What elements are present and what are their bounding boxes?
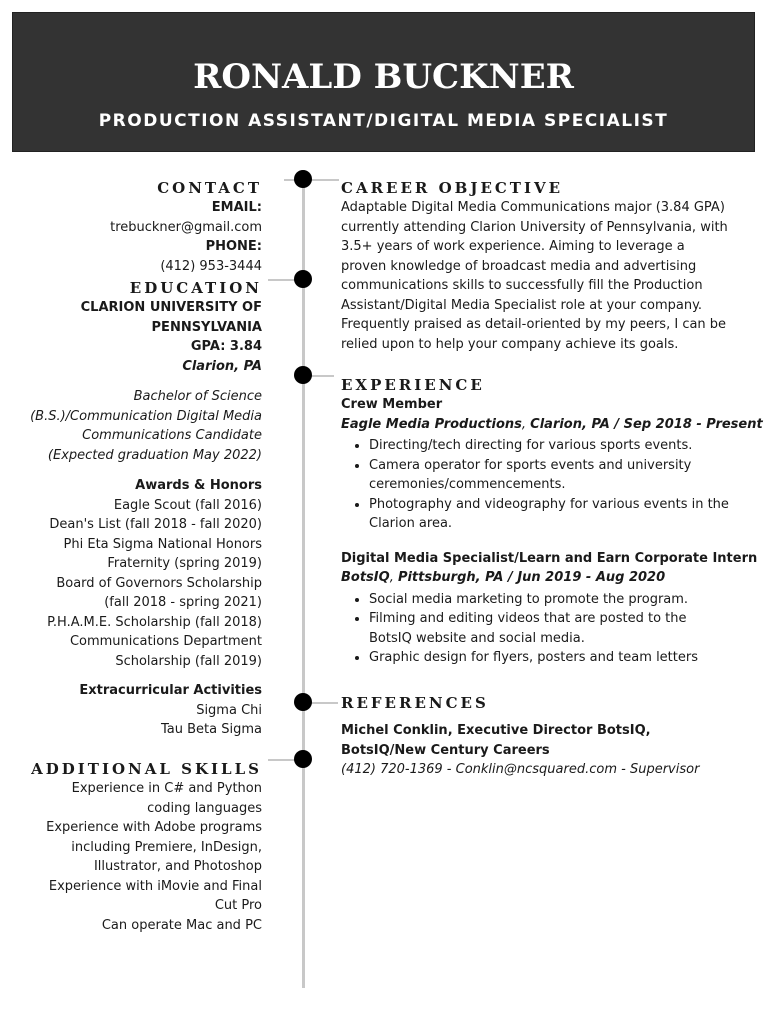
contact-heading: CONTACT bbox=[157, 179, 262, 197]
award-line: Dean's List (fall 2018 - fall 2020) bbox=[49, 517, 262, 532]
email-label: EMAIL: bbox=[211, 200, 262, 215]
school-name: CLARION UNIVERSITY OF bbox=[80, 300, 262, 315]
skill-line: Experience with iMovie and Final bbox=[48, 878, 262, 894]
gpa: GPA: 3.84 bbox=[190, 339, 262, 354]
skill-line: coding languages bbox=[147, 800, 262, 816]
job-bullet: • Graphic design for flyers, posters and team letters bbox=[369, 648, 733, 668]
awards-heading: Awards & Honors bbox=[135, 478, 262, 493]
job-title: Crew Member bbox=[341, 397, 443, 412]
job-title: Digital Media Specialist/Learn and Earn Corporate Intern bbox=[341, 550, 758, 566]
school-location: Clarion, PA bbox=[182, 358, 262, 374]
skills-heading: ADDITIONAL SKILLS bbox=[31, 760, 262, 778]
candidate-title: PRODUCTION ASSISTANT/DIGITAL MEDIA SPECIALIST bbox=[98, 111, 669, 131]
job-entry bbox=[341, 395, 763, 534]
job-dates: Sep 2018 - Present bbox=[623, 416, 763, 432]
experience-heading: EXPERIENCE bbox=[341, 376, 485, 394]
phone-label: PHONE: bbox=[205, 239, 262, 254]
skill-line: Experience with Adobe programs bbox=[46, 820, 262, 835]
timeline-line bbox=[302, 170, 305, 988]
reference-contact: (412) 720-1369 - Conklin@ncsquared.com - Supervisor bbox=[341, 762, 700, 777]
award-line: Fraternity (spring 2019) bbox=[107, 556, 262, 571]
phone-value[interactable]: (412) 953-3444 bbox=[160, 258, 262, 274]
award-line: (fall 2018 - spring 2021) bbox=[104, 595, 262, 610]
objective-section bbox=[341, 178, 733, 354]
references-section bbox=[341, 693, 733, 780]
references-heading: REFERENCES bbox=[341, 694, 489, 712]
job-location: Pittsburgh, PA bbox=[397, 570, 504, 585]
objective-text: Adaptable Digital Media Communications major (3.84 GPA) currently attending Clarion University of Pennsylvania, with 3.5+ years of work experience. Aiming to leverage a proven knowledge of broadcast media and advertising communications skills to successfully fill the Production Assistant/Digital Media Specialist role at your company. Frequently praised as detail-oriented by my peers, I can be relied upon to help your company achieve its goals. bbox=[341, 200, 728, 352]
skills-section bbox=[31, 759, 262, 935]
skill-line: Illustrator, and Photoshop bbox=[93, 859, 262, 874]
award-line: Communications Department bbox=[69, 634, 262, 649]
activity-item: Sigma Chi bbox=[196, 702, 262, 718]
education-heading: EDUCATION bbox=[129, 279, 262, 297]
reference-name: Michel Conklin, Executive Director BotsIQ, BotsIQ/New Century Careers bbox=[341, 723, 651, 758]
award-line: Scholarship (fall 2019) bbox=[115, 653, 262, 669]
candidate-name: RONALD BUCKNER bbox=[193, 57, 574, 97]
job-bullet: • Photography and videography for various events in the Clarion area. bbox=[369, 495, 733, 534]
job-entry bbox=[341, 549, 758, 668]
objective-heading: CAREER OBJECTIVE bbox=[341, 179, 564, 197]
job-bullet: • Directing/tech directing for various sports events. bbox=[369, 436, 733, 456]
job-location: Clarion, PA bbox=[530, 416, 610, 432]
job-bullet: • Filming and editing videos that are posted to the BotsIQ website and social media. bbox=[369, 609, 733, 648]
job-company: Eagle Media Productions bbox=[341, 416, 522, 432]
timeline-dot bbox=[294, 366, 312, 384]
skill-line: Experience in C# and Python bbox=[71, 781, 262, 796]
award-line: P.H.A.M.E. Scholarship (fall 2018) bbox=[47, 614, 262, 630]
email-value[interactable]: trebuckner@gmail.com bbox=[110, 219, 262, 235]
timeline-dot bbox=[294, 270, 312, 288]
award-line: Eagle Scout (fall 2016) bbox=[113, 497, 262, 513]
job-company: BotsIQ bbox=[341, 570, 390, 585]
education-section bbox=[30, 278, 262, 740]
award-line: Board of Governors Scholarship bbox=[56, 575, 262, 591]
activities-heading: Extracurricular Activities bbox=[79, 683, 262, 698]
degree-line: (Expected graduation May 2022) bbox=[47, 447, 262, 463]
job-bullet: • Camera operator for sports events and university ceremonies/commencements. bbox=[369, 456, 733, 495]
job-dates: Jun 2019 - Aug 2020 bbox=[517, 570, 666, 585]
degree-line: (B.S.)/Communication Digital Media bbox=[30, 408, 262, 424]
degree-line: Communications Candidate bbox=[82, 428, 262, 443]
school-name: PENNSYLVANIA bbox=[151, 319, 262, 335]
timeline-dot bbox=[294, 170, 312, 188]
timeline-dot bbox=[294, 693, 312, 711]
timeline-dot bbox=[294, 750, 312, 768]
skill-line: Cut Pro bbox=[214, 898, 262, 913]
degree-line: Bachelor of Science bbox=[133, 389, 262, 404]
header-banner bbox=[12, 12, 755, 152]
job-company-line: BotsIQ, Pittsburgh, PA / Jun 2019 - Aug 2020 bbox=[341, 570, 666, 585]
skill-line: including Premiere, InDesign, bbox=[71, 839, 262, 855]
activity-item: Tau Beta Sigma bbox=[161, 722, 262, 737]
experience-section bbox=[341, 375, 763, 668]
skill-line: Can operate Mac and PC bbox=[101, 917, 262, 933]
contact-section bbox=[110, 178, 262, 276]
job-company-line: Eagle Media Productions, Clarion, PA / Sep 2018 - Present bbox=[341, 416, 763, 432]
job-bullet: • Social media marketing to promote the program. bbox=[369, 590, 733, 610]
award-line: Phi Eta Sigma National Honors bbox=[63, 536, 262, 552]
